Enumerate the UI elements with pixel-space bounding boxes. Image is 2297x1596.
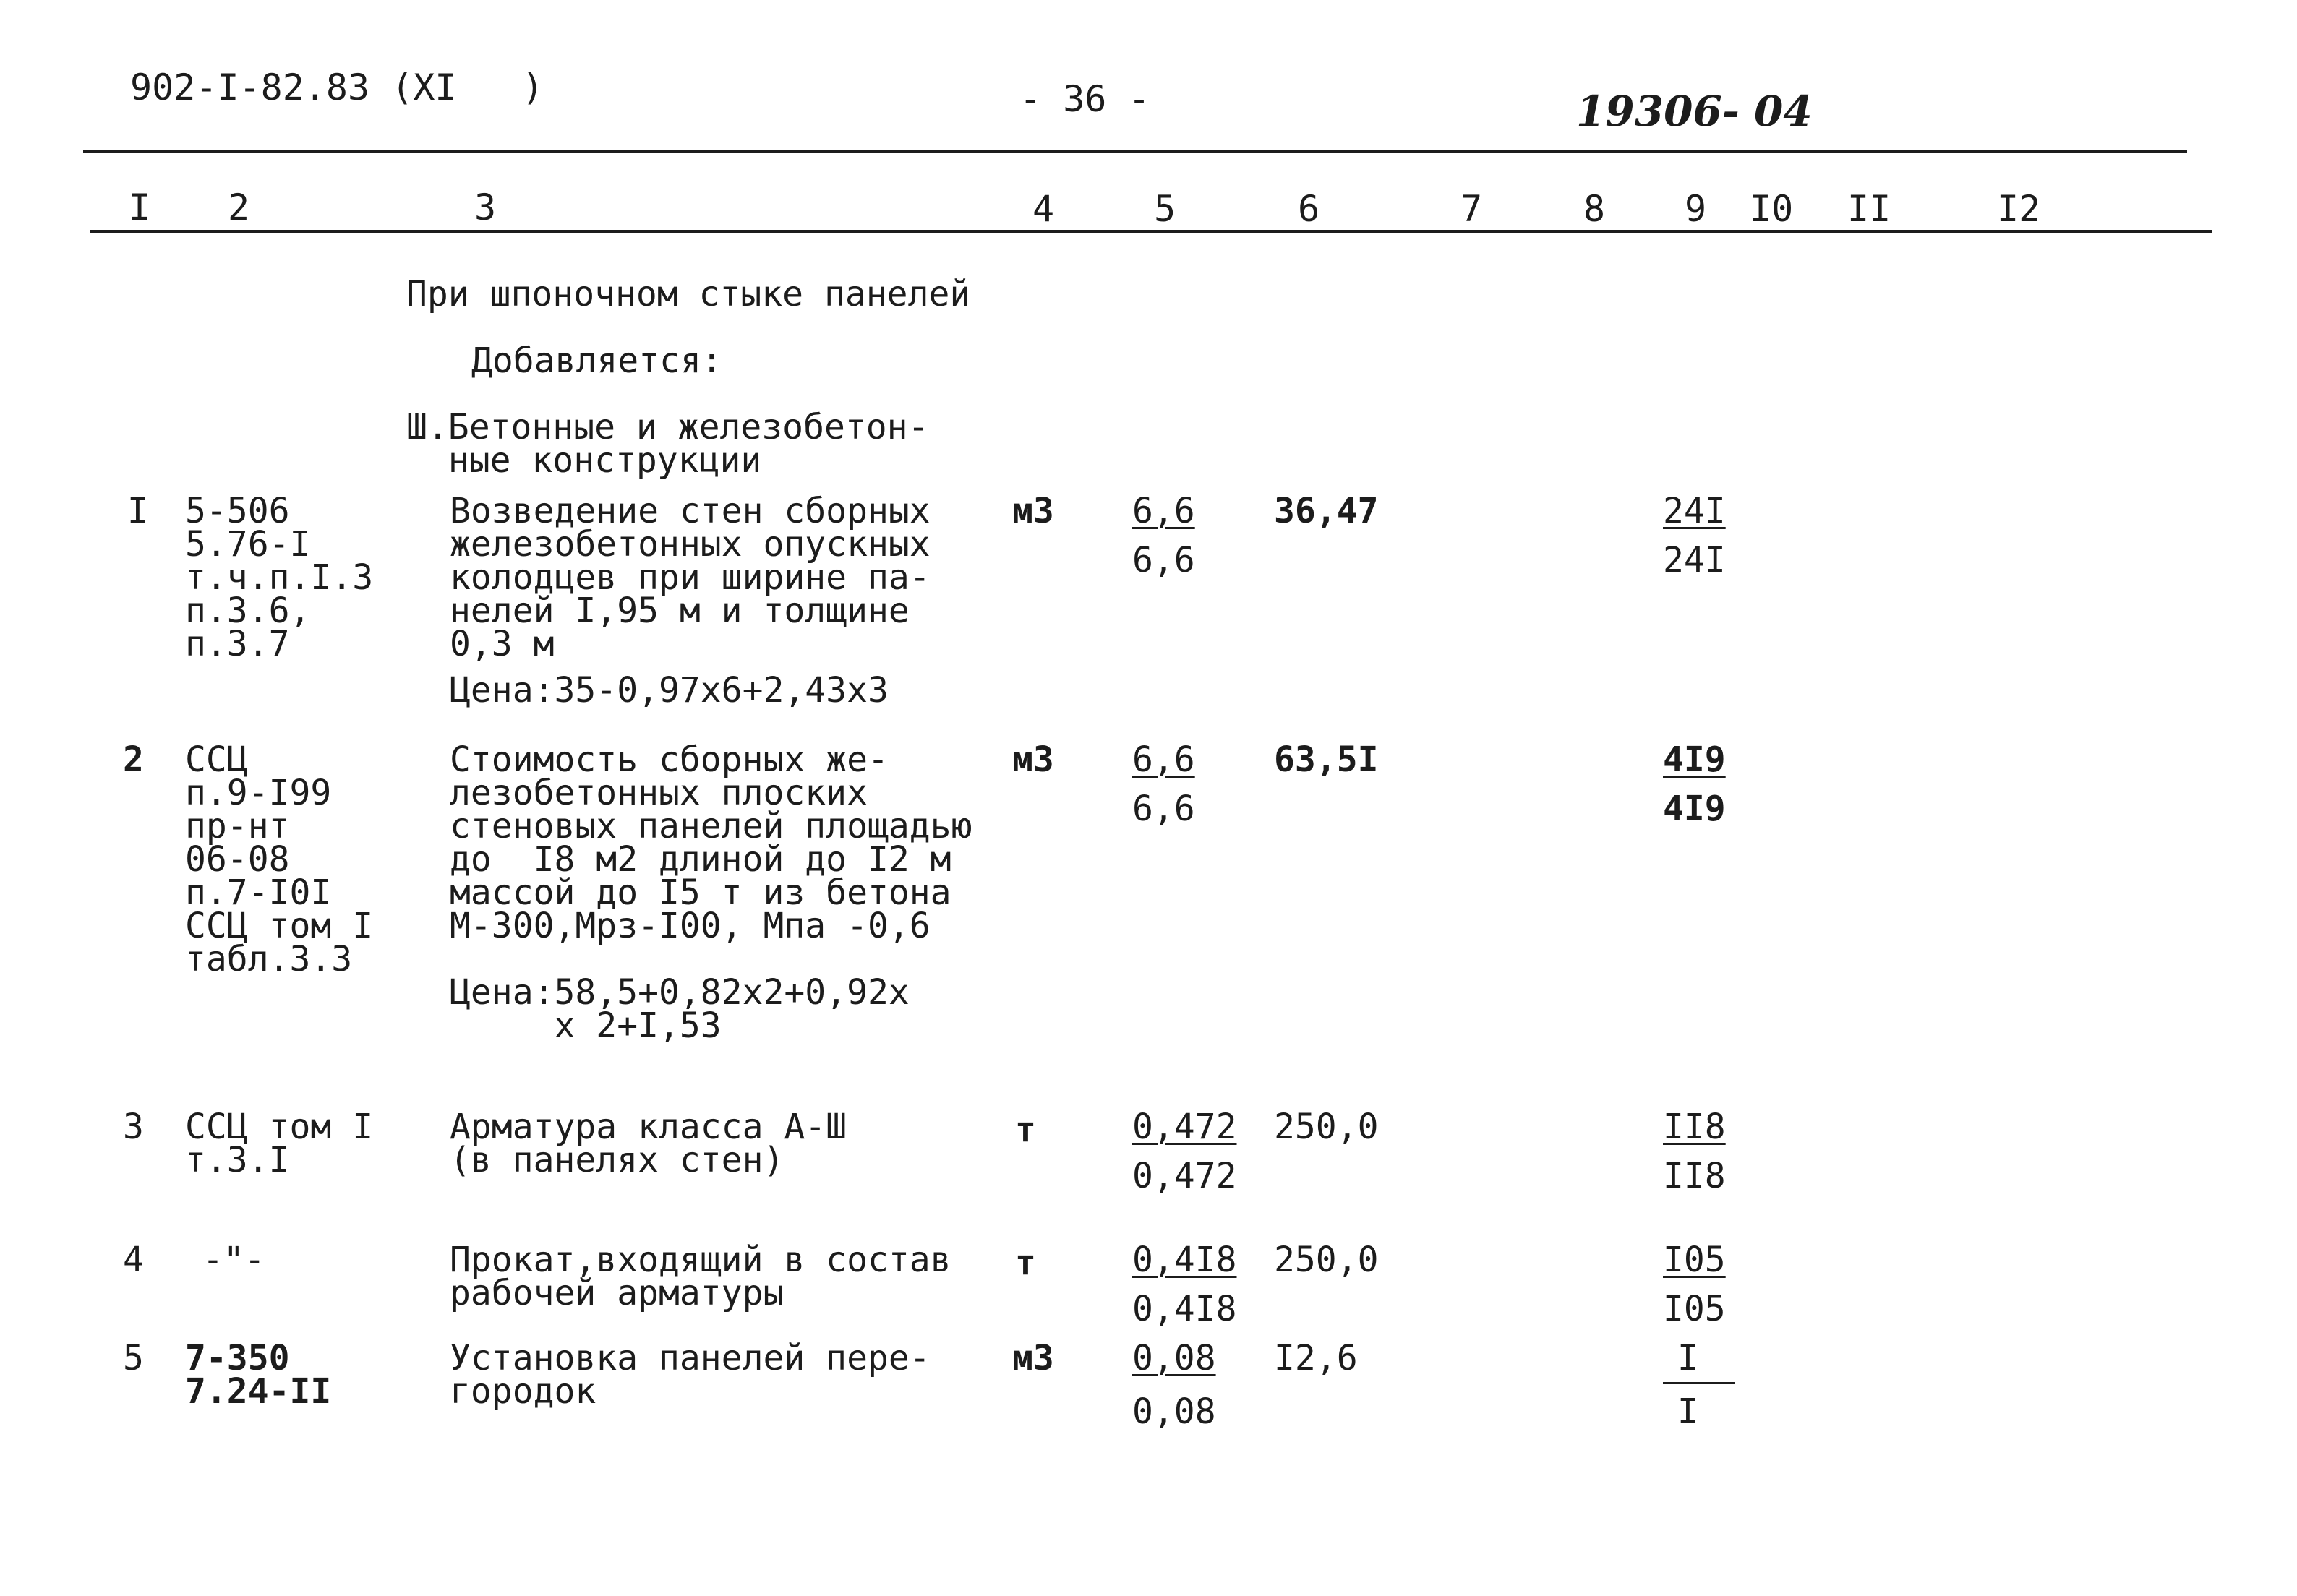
col-header-9: 9 xyxy=(1685,188,1707,230)
row-number: 2 xyxy=(123,739,144,780)
row-total-bottom: 24I xyxy=(1663,540,1726,580)
row-code: 7-350 7.24-II xyxy=(185,1338,332,1412)
row-qty-top: 6,6 xyxy=(1132,739,1195,780)
col-header-10: I0 xyxy=(1750,188,1794,230)
intro-line-2: Добавляется: xyxy=(471,340,722,381)
section-title: Ш.Бетонные и железобетон- ные конструкции xyxy=(406,407,929,481)
fraction-rule xyxy=(1663,1382,1735,1384)
row-total-bottom: 4I9 xyxy=(1663,789,1726,829)
row-total-top: I05 xyxy=(1663,1240,1726,1280)
col-header-1: I xyxy=(129,186,151,228)
row-price: 250,0 xyxy=(1274,1240,1379,1280)
row-qty-top: 0,472 xyxy=(1132,1107,1237,1147)
page-number: - 36 - xyxy=(1019,78,1150,120)
row-total-bottom: I05 xyxy=(1663,1289,1726,1329)
row-price-note: Цена:35-0,97х6+2,43х3 xyxy=(450,670,889,711)
intro-line-1: При шпоночном стыке панелей xyxy=(406,274,971,314)
row-qty-bottom: 0,472 xyxy=(1132,1156,1237,1196)
row-total-top: I xyxy=(1677,1338,1698,1378)
col-header-3: 3 xyxy=(474,186,497,228)
row-price: 36,47 xyxy=(1274,491,1379,531)
row-qty-bottom: 0,08 xyxy=(1132,1391,1216,1432)
row-unit: м3 xyxy=(1012,739,1054,780)
col-header-8: 8 xyxy=(1583,188,1606,230)
row-qty-top: 0,4I8 xyxy=(1132,1240,1237,1280)
header-rule xyxy=(90,230,2212,233)
row-qty-top: 0,08 xyxy=(1132,1338,1216,1378)
row-description: Стоимость сборных же- лезобетонных плоских стеновых панелей площадью до I8 м2 длиной до I2 м массой до I5 т из бетона М-300,Мрз-I00, Мпа -0,6 xyxy=(450,739,972,946)
handwritten-number: 19306- 04 xyxy=(1576,87,1813,136)
row-qty-bottom: 6,6 xyxy=(1132,540,1195,580)
row-total-top: 24I xyxy=(1663,491,1726,531)
col-header-12: I2 xyxy=(1997,188,2041,230)
row-unit: т xyxy=(1015,1243,1036,1283)
row-price: 63,5I xyxy=(1274,739,1379,780)
row-number: 5 xyxy=(123,1338,144,1378)
row-total-bottom: II8 xyxy=(1663,1156,1726,1196)
row-unit: т xyxy=(1015,1110,1036,1150)
row-number: 3 xyxy=(123,1107,144,1147)
row-code: -"- xyxy=(202,1240,265,1280)
col-header-6: 6 xyxy=(1298,188,1320,230)
row-code: 5-506 5.76-I т.ч.п.I.3 п.3.6, п.3.7 xyxy=(185,491,374,664)
row-description: Арматура класса А-Ш (в панелях стен) xyxy=(450,1107,847,1180)
row-qty-top: 6,6 xyxy=(1132,491,1195,531)
col-header-7: 7 xyxy=(1460,188,1483,230)
row-total-bottom: I xyxy=(1677,1391,1698,1432)
top-rule xyxy=(83,150,2187,153)
row-unit: м3 xyxy=(1012,1338,1054,1378)
document-code: 902-I-82.83 (XI ) xyxy=(130,66,544,108)
col-header-4: 4 xyxy=(1032,188,1055,230)
row-description: Возведение стен сборных железобетонных опускных колодцев при ширине па- нелей I,95 м и толщине 0,3 м xyxy=(450,491,931,664)
col-header-2: 2 xyxy=(228,186,250,228)
col-header-11: II xyxy=(1847,188,1891,230)
row-number: 4 xyxy=(123,1240,144,1280)
row-code: ССЦ том I т.3.I xyxy=(185,1107,374,1180)
row-total-top: 4I9 xyxy=(1663,739,1726,780)
row-price-note: Цена:58,5+0,82х2+0,92х х 2+I,53 xyxy=(450,972,910,1046)
col-header-5: 5 xyxy=(1154,188,1176,230)
row-code: ССЦ п.9-I99 пр-нт 06-08 п.7-I0I ССЦ том I табл.3.3 xyxy=(185,739,374,979)
row-number: I xyxy=(127,491,148,531)
row-qty-bottom: 6,6 xyxy=(1132,789,1195,829)
row-qty-bottom: 0,4I8 xyxy=(1132,1289,1237,1329)
row-total-top: II8 xyxy=(1663,1107,1726,1147)
row-unit: м3 xyxy=(1012,491,1054,531)
row-description: Установка панелей пере- городок xyxy=(450,1338,931,1412)
row-price: I2,6 xyxy=(1274,1338,1358,1378)
row-price: 250,0 xyxy=(1274,1107,1379,1147)
row-description: Прокат,входящий в состав рабочей арматуры xyxy=(450,1240,951,1313)
